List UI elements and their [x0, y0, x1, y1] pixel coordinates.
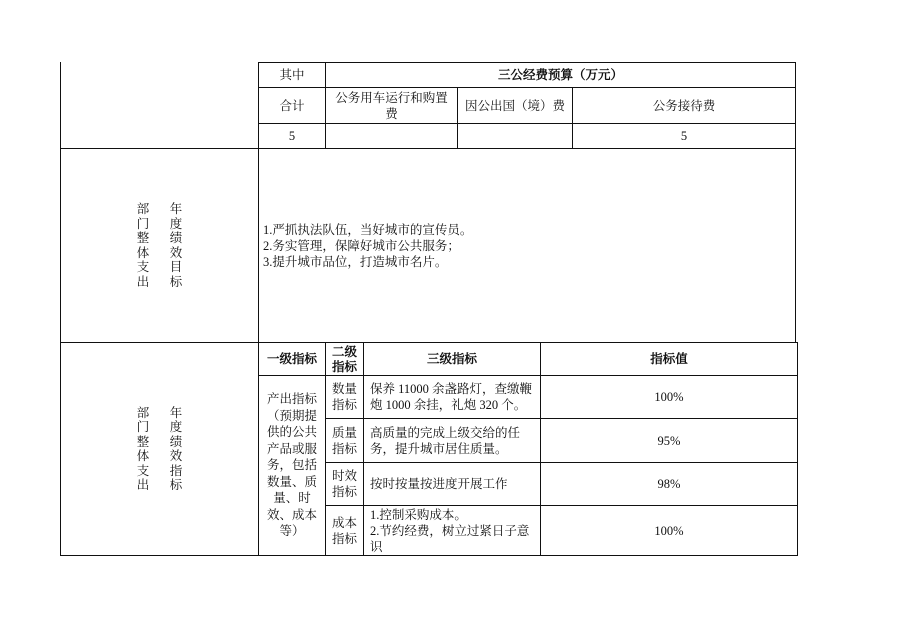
row-level3: 2.节约经费，树立过紧日子意识 [370, 523, 530, 554]
header-level1-cell [258, 342, 326, 376]
row-level2: 数量指标 [331, 382, 357, 412]
header-level2: 二级指标 [331, 344, 357, 374]
row-value-cell [540, 462, 798, 506]
row-value-cell [540, 375, 798, 419]
row-value-cell [540, 505, 798, 556]
row-level2: 质量指标 [331, 425, 357, 456]
row-level2-cell [325, 375, 364, 419]
header-abroad: 因公出国（境）费 [464, 98, 565, 113]
header-vehicle: 公务用车运行和购置费 [335, 90, 448, 121]
goals-content-cell [258, 148, 796, 343]
goal-item: 2.务实管理，保障好城市公共服务； [263, 238, 460, 253]
value-total: 5 [288, 129, 296, 143]
value-vehicle-cell [325, 123, 458, 149]
row-level2: 成本指标 [331, 515, 357, 546]
row-level2-cell [325, 505, 364, 556]
row-level3: 按时按量按进度开展工作 [370, 477, 508, 491]
level1-text: 产出指标（预期提供的公共产品或服务，包括数量、质量、时效、成本等） [266, 392, 317, 539]
row-level3: 1.控制采购成本。 [370, 507, 467, 522]
indicators-label-right: 年度绩效指标 [169, 405, 183, 492]
header-total: 合计 [279, 98, 305, 113]
value-reception: 5 [680, 129, 688, 143]
goals-label-cell [60, 148, 259, 343]
goals-label-right: 年度绩效目标 [169, 202, 183, 289]
row-level3-cell [363, 375, 541, 419]
value-abroad-cell [457, 123, 573, 149]
budget-left-blank-cell [60, 62, 259, 149]
row-level3: 保养 11000 余盏路灯，查缴鞭炮 1000 余挂，礼炮 320 个。 [370, 382, 533, 412]
row-level3-cell [363, 462, 541, 506]
indicators-label-cell [60, 342, 259, 556]
header-level3-cell [363, 342, 541, 376]
row-value-cell [540, 418, 798, 463]
goal-item: 3.提升城市品位，打造城市名片。 [263, 254, 448, 269]
row-value: 100% [654, 390, 684, 404]
row-level3: 高质量的完成上级交给的任务，提升城市居住质量。 [370, 425, 521, 456]
header-level2-cell [325, 342, 364, 376]
header-vehicle-cell [325, 87, 458, 124]
value-total-cell [258, 123, 326, 149]
header-value: 指标值 [650, 351, 688, 366]
header-reception: 公务接待费 [652, 98, 716, 113]
header-value-cell [540, 342, 798, 376]
header-abroad-cell [457, 87, 573, 124]
row-value: 98% [657, 477, 681, 491]
goal-item: 1.严抓执法队伍，当好城市的宣传员。 [263, 222, 473, 237]
row-level3-list [370, 507, 536, 555]
header-total-cell [258, 87, 326, 124]
row-level3-cell [363, 505, 541, 556]
indicators-label-left: 部门整体支出 [136, 405, 150, 492]
goals-list [263, 222, 472, 270]
value-reception-cell [572, 123, 796, 149]
goals-label-left: 部门整体支出 [136, 202, 150, 289]
header-level1: 一级指标 [266, 351, 317, 366]
header-reception-cell [572, 87, 796, 124]
row-level2-cell [325, 418, 364, 463]
row-value: 95% [657, 433, 681, 448]
row-value: 100% [654, 523, 684, 538]
row-level2-cell [325, 462, 364, 506]
sangong-title-cell [325, 62, 796, 88]
row-level3-cell [363, 418, 541, 463]
sangong-title: 三公经费预算（万元） [497, 67, 623, 82]
level1-cell [258, 375, 326, 556]
row-level2: 时效指标 [331, 469, 357, 499]
qizhong-label: 其中 [279, 68, 305, 82]
qizhong-cell [258, 62, 326, 88]
header-level3: 三级指标 [426, 351, 477, 366]
